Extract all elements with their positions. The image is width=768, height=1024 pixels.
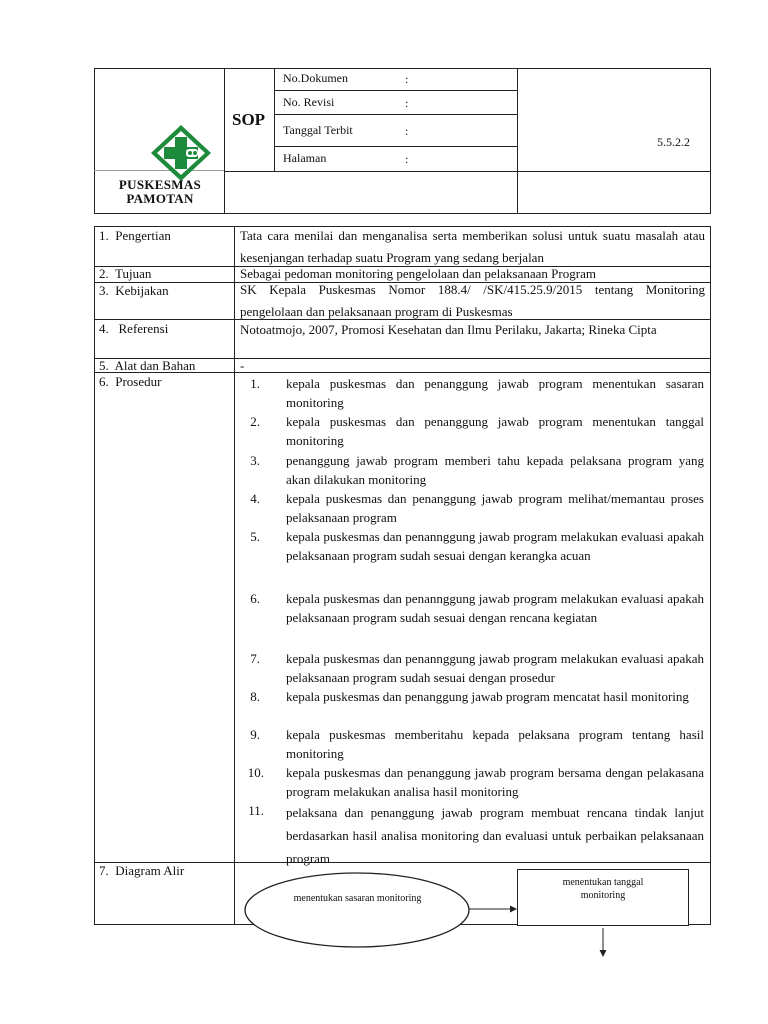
field-colon: : [405,72,409,86]
text-tujuan: Sebagai pedoman monitoring pengelolaan dan pelaksanaan Program [240,266,596,281]
label-referensi: 4. Referensi [99,321,169,336]
sop-label: SOP [232,110,266,129]
step-number: 9. [250,727,260,742]
label-kebijakan: 3. Kebijakan [99,283,169,298]
step-text: kepala puskesmas dan penanggung jawab program bersama dengan pelakasana program melakukan analisa hasil monitoring [286,765,704,799]
doc-code: 5.5.2.2 [657,135,690,149]
step-number: 5. [250,529,260,544]
step-text: pelaksana dan penanggung jawab program membuat rencana tindak lanjut berdasarkan hasil analisa monitoring dan evaluasi untuk perbaikan pelaksanaan program [286,805,704,866]
step-number: 1. [250,376,260,391]
step-text: kepala puskesmas dan penanggung jawab program menentukan sasaran monitoring [286,376,704,410]
step-number: 2. [250,414,260,429]
field-colon: : [405,124,409,138]
flow-node-1-label: menentukan sasaran monitoring [293,893,422,904]
label-pengertian: 1. Pengertian [99,228,171,243]
text-pengertian: Tata cara menilai dan menganalisa serta memberikan solusi untuk suatu masalah atau kesenjangan terhadap suatu Program yang sedang berjalan [240,228,705,265]
org-name: PUSKESMAS PAMOTAN [118,177,202,206]
field-colon: : [405,96,409,110]
field-halaman: Halaman [283,151,327,165]
step-text: penanggung jawab program memberi tahu kepada pelaksana program yang akan dilakukan monitoring [286,453,704,487]
step-text: kepala puskesmas memberitahu kepada pelaksana program tentang hasil monitoring [286,727,704,761]
flow-node-ellipse [245,873,469,947]
step-text: kepala puskesmas dan penanggung jawab program menentukan tanggal monitoring [286,414,704,448]
label-tujuan: 2. Tujuan [99,266,152,281]
step-number: 4. [250,491,260,506]
step-text: kepala puskesmas dan penanggung jawab program mencatat hasil monitoring [286,689,689,704]
field-tanggal-terbit: Tanggal Terbit [283,123,353,137]
step-number: 6. [250,591,260,606]
step-text: kepala puskesmas dan penanggung jawab program melihat/memantau proses pelaksanaan program [286,491,704,525]
flow-arrowhead [600,950,607,957]
step-number: 8. [250,689,260,704]
field-no-revisi: No. Revisi [283,95,335,109]
step-number: 10. [247,765,264,780]
step-number: 3. [250,453,260,468]
field-no-dokumen: No.Dokumen [283,71,348,85]
label-alat-bahan: 5. Alat dan Bahan [99,358,196,373]
text-referensi: Notoatmojo, 2007, Promosi Kesehatan dan Ilmu Perilaku, Jakarta; Rineka Cipta [240,322,657,337]
flow-node-2: menentukan tanggal monitoring [517,869,689,926]
step-text: kepala puskesmas dan penannggung jawab program melakukan evaluasi apakah pelaksanaan program sudah sesuai dengan rencana kegiatan [286,591,704,625]
label-prosedur: 6. Prosedur [99,374,162,389]
field-colon: : [405,152,409,166]
text-alat-bahan: - [240,358,245,373]
puskesmas-logo [150,124,212,182]
flow-arrowhead [510,906,517,913]
step-text: kepala puskesmas dan penannggung jawab program melakukan evaluasi apakah pelaksanaan program sudah sesuai dengan kerangka acuan [286,529,704,563]
label-diagram-alir: 7. Diagram Alir [99,863,185,878]
text-kebijakan: SK Kepala Puskesmas Nomor 188.4/ /SK/415.25.9/2015 tentang Monitoring pengelolaan dan pelaksanaan program di Puskesmas [240,282,705,319]
step-number: 11. [248,803,264,818]
step-text: kepala puskesmas dan penannggung jawab program melakukan evaluasi apakah pelaksanaan program sudah sesuai dengan prosedur [286,651,704,685]
step-number: 7. [250,651,260,666]
